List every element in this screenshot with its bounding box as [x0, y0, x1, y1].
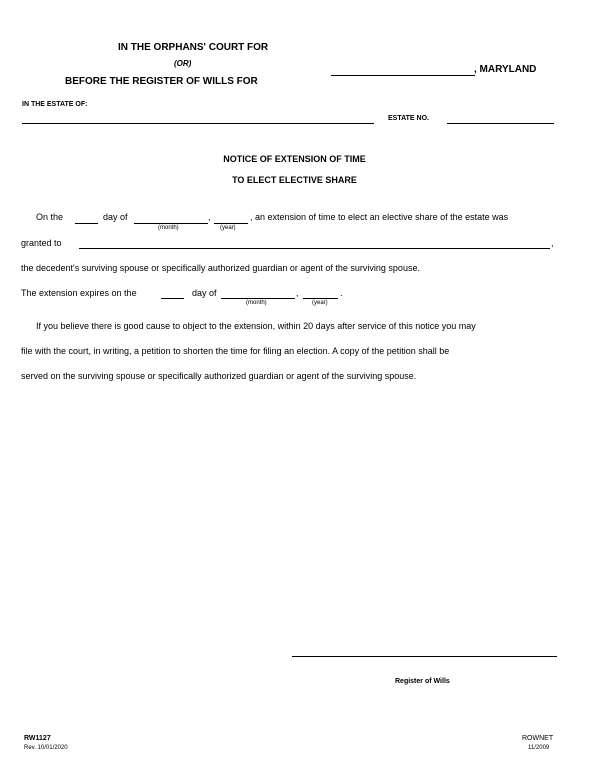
or-label: (OR)	[174, 59, 192, 68]
expires-comma: ,	[296, 288, 299, 298]
estate-of-label: IN THE ESTATE OF:	[22, 101, 88, 108]
state-label: , MARYLAND	[474, 64, 537, 75]
objection-line1: If you believe there is good cause to object to the extension, within 20 days after service of this notice you may	[36, 321, 476, 331]
expires-period: .	[340, 288, 343, 298]
expires-month-caption: (month)	[246, 300, 267, 306]
estate-number-field[interactable]	[447, 123, 554, 124]
year-caption: (year)	[220, 225, 236, 231]
source-label: ROWNET	[522, 735, 554, 742]
granted-to-field[interactable]	[79, 248, 550, 249]
expires-month-field[interactable]	[221, 298, 295, 299]
day-of-text: day of	[103, 212, 128, 222]
notice-title-line1: NOTICE OF EXTENSION OF TIME	[223, 154, 366, 164]
granted-year-field[interactable]	[214, 223, 248, 224]
form-number: RW1127	[24, 735, 51, 742]
notice-title-line2: TO ELECT ELECTIVE SHARE	[232, 175, 357, 185]
granted-to-text: granted to	[21, 238, 62, 248]
register-signature-field[interactable]	[292, 656, 557, 657]
source-date: 11/2009	[528, 745, 550, 751]
granted-day-field[interactable]	[75, 223, 98, 224]
extension-text: , an extension of time to elect an elective share of the estate was	[250, 212, 509, 222]
comma-text: ,	[208, 212, 211, 222]
granted-month-field[interactable]	[134, 223, 208, 224]
expires-year-caption: (year)	[312, 300, 328, 306]
granted-to-comma: ,	[551, 238, 554, 248]
expires-year-field[interactable]	[303, 298, 338, 299]
county-name-field[interactable]	[331, 75, 475, 76]
month-caption: (month)	[158, 225, 179, 231]
estate-name-field[interactable]	[22, 123, 374, 124]
court-title-line2: BEFORE THE REGISTER OF WILLS FOR	[65, 76, 258, 87]
revision-date: Rev. 10/01/2020	[24, 745, 68, 751]
register-of-wills-label: Register of Wills	[395, 678, 450, 685]
expires-day-of-text: day of	[192, 288, 217, 298]
expires-day-field[interactable]	[161, 298, 184, 299]
court-title-line1: IN THE ORPHANS' COURT FOR	[118, 42, 269, 53]
objection-line3: served on the surviving spouse or specifically authorized guardian or agent of the surviving spouse.	[21, 371, 417, 381]
on-the-text: On the	[36, 212, 64, 222]
expires-text: The extension expires on the	[21, 288, 137, 298]
spouse-text: the decedent's surviving spouse or specifically authorized guardian or agent of the surviving spouse.	[21, 263, 420, 273]
estate-no-label: ESTATE NO.	[388, 115, 429, 122]
objection-line2: file with the court, in writing, a petition to shorten the time for filing an election. A copy of the petition shall be	[21, 346, 450, 356]
